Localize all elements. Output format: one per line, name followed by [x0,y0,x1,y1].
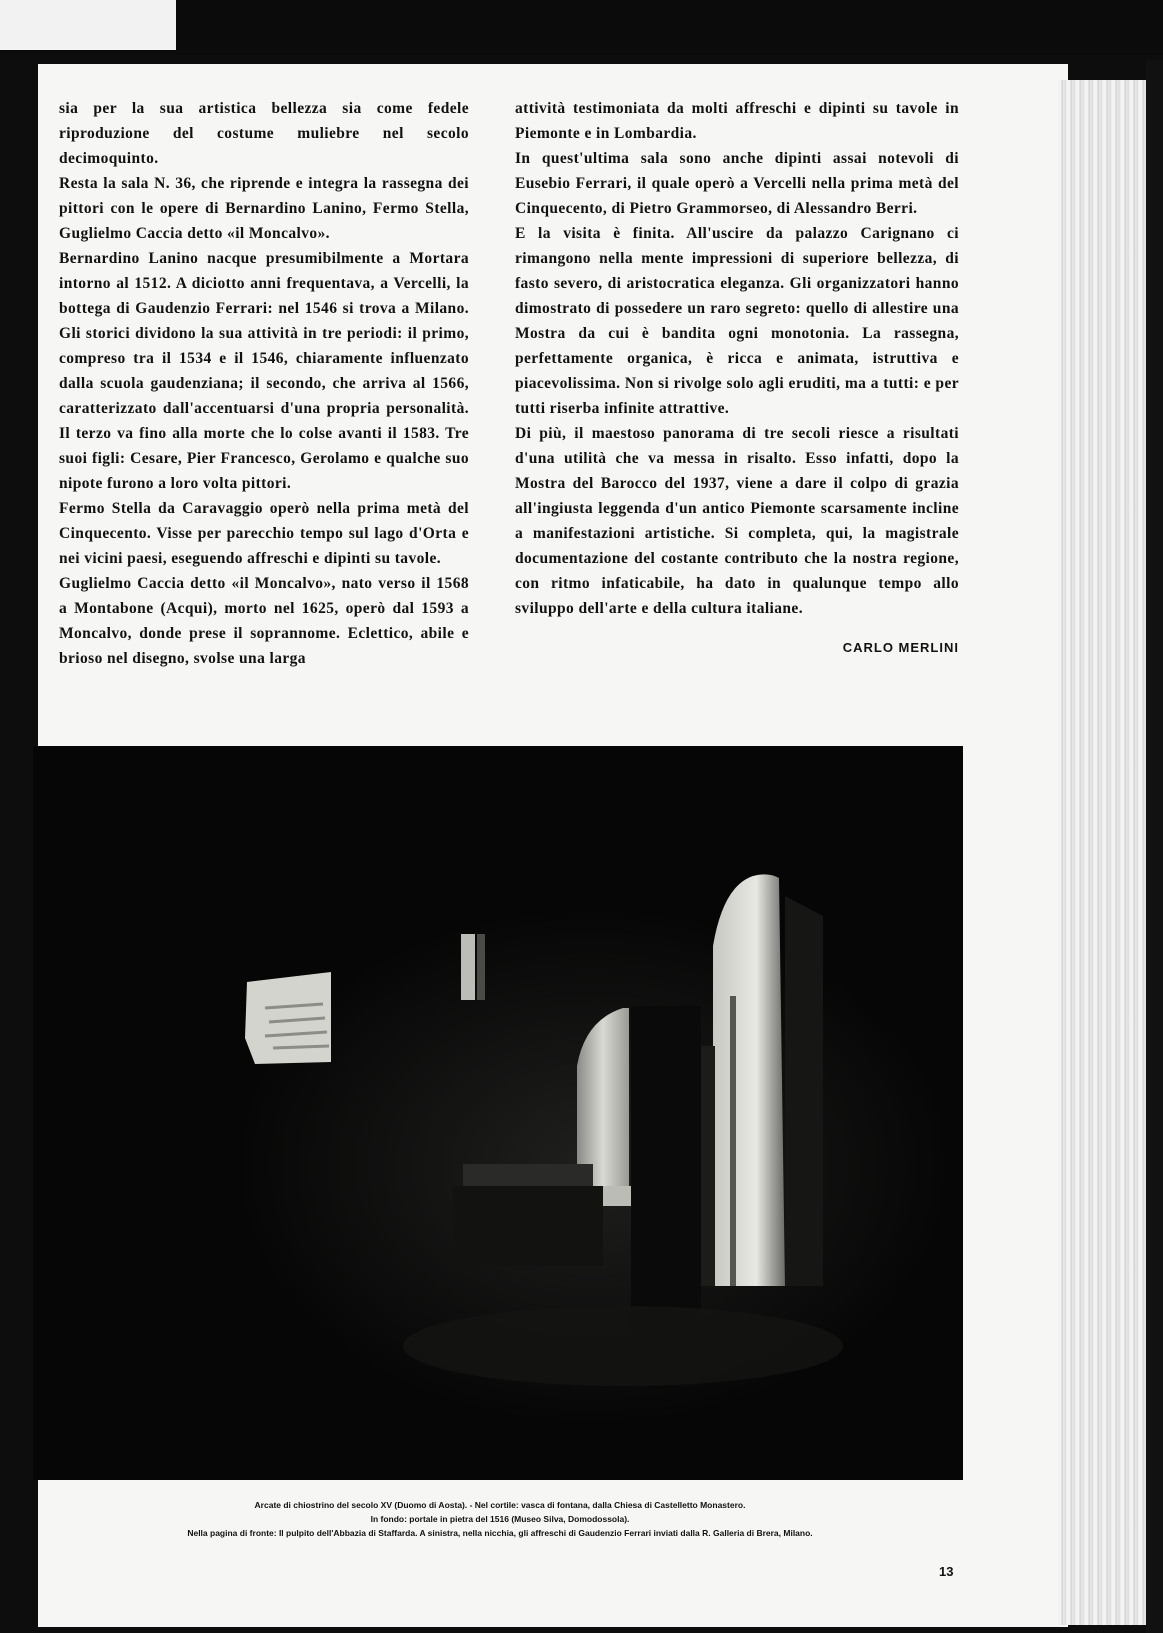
photo-illustration [33,746,963,1480]
scan-shadow [1146,60,1163,1633]
paragraph: Bernardino Lanino nacque presumibilmente a Mortara intorno al 1512. A diciotto anni frequentava, a Vercelli, la bottega di Gaudenzio Ferrari: nel 1546 si trova a Milano. Gli storici dividono la sua attività in tre periodi: il primo, compreso tra il 1534 e il 1546, chiaramente influenzato dalla scuola gaudenziana; il secondo, che arriva al 1566, caratterizzato dall'accentuarsi d'una propria personalità. Il terzo va fino alla morte che lo colse avanti il 1583. Tre suoi figli: Cesare, Pier Francesco, Gerolamo e qualche suo nipote furono a loro volta pittori. [59,250,469,492]
book-page-edges [1058,80,1153,1625]
paragraph: In quest'ultima sala sono anche dipinti assai notevoli di Eusebio Ferrari, il quale operò a Vercelli nella prima metà del Cinquecento, di Pietro Grammorseo, di Alessandro Berri. [515,150,959,217]
paragraph: sia per la sua artistica bellezza sia come fedele riproduzione del costume muliebre nel secolo decimoquinto. [59,100,469,167]
paragraph: Guglielmo Caccia detto «il Moncalvo», nato verso il 1568 a Montabone (Acqui), morto nel 1625, operò dal 1593 a Moncalvo, donde prese il soprannome. Eclettico, abile e brioso nel disegno, svolse una larga [59,575,469,667]
article-column-left [59,96,469,671]
page-number: 13 [939,1564,954,1579]
article-column-right [515,96,959,660]
photograph-cloister [33,746,963,1480]
caption-line: Arcate di chiostrino del secolo XV (Duomo di Aosta). - Nel cortile: vasca di fontana, dalla Chiesa di Castelletto Monastero. [254,1500,746,1510]
paragraph: Resta la sala N. 36, che riprende e integra la rassegna dei pittori con le opere di Bernardino Lanino, Fermo Stella, Guglielmo Caccia detto «il Moncalvo». [59,175,469,242]
paragraph: E la visita è finita. All'uscire da palazzo Carignano ci rimangono nella mente impressioni di superiore bellezza, di fasto severo, di aristocratica eleganza. Gli organizzatori hanno dimostrato di possedere un raro segreto: quello di allestire una Mostra da cui è bandita ogni monotonia. La rassegna, perfettamente organica, è ricca e animata, istruttiva e piacevolissima. Non si rivolge solo agli eruditi, ma a tutti: e per tutti riserba infinite attrattive. [515,225,959,417]
caption-line: Nella pagina di fronte: Il pulpito dell'Abbazia di Staffarda. A sinistra, nella nicchia, gli affreschi di Gaudenzio Ferrari inviati dalla R. Galleria di Brera, Milano. [187,1528,813,1538]
paragraph: Di più, il maestoso panorama di tre secoli riesce a risultati d'una utilità che va messa in risalto. Esso infatti, dopo la Mostra del Barocco del 1937, viene a dare il colpo di grazia all'ingiusta leggenda d'un antico Piemonte scarsamente incline a manifestazioni artistiche. Si completa, qui, la magistrale documentazione del costante contributo che la nostra regione, con ritmo infaticabile, ha dato in qualunque tempo allo sviluppo dell'arte e della cultura italiane. [515,425,959,617]
photo-captions [38,1498,962,1540]
scan-tab [0,0,176,50]
paragraph: attività testimoniata da molti affreschi e dipinti su tavole in Piemonte e in Lombardia. [515,100,959,142]
author-signature: CARLO MERLINI [842,640,959,655]
paragraph: Fermo Stella da Caravaggio operò nella prima metà del Cinquecento. Visse per parecchio tempo sul lago d'Orta e nei vicini paesi, eseguendo affreschi e dipinti su tavole. [59,500,469,567]
caption-line: In fondo: portale in pietra del 1516 (Museo Silva, Domodossola). [370,1514,630,1524]
